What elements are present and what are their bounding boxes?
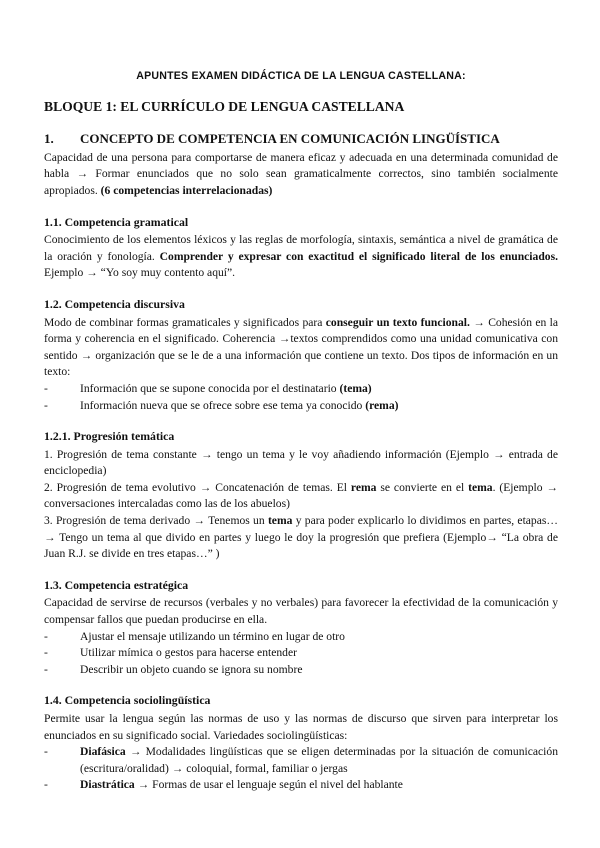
list-item-text: Diafásica → Modalidades lingüísticas que se eligen determinadas por la situación de comunicación (escritura/oralidad) → coloquial, formal, familiar o jergas xyxy=(80,745,558,775)
list-item-text: Ajustar el mensaje utilizando un término en lugar de otro xyxy=(80,629,345,643)
section-1-4-heading: 1.4. Competencia sociolingüística xyxy=(44,693,211,708)
bullet-dash: - xyxy=(44,398,48,412)
section-1-number: 1. xyxy=(44,131,54,147)
bullet-dash: - xyxy=(44,629,48,643)
document-page xyxy=(44,68,558,794)
section-1-1-heading: 1.1. Competencia gramatical xyxy=(44,214,189,229)
list-item xyxy=(44,398,558,415)
s11-bold: Comprender y expresar con exactitud el significado literal de los enunciados. xyxy=(159,249,558,263)
section-1-1-paragraph xyxy=(44,232,558,282)
progression-3: 3. Progresión de tema derivado → Tenemos un tema y para poder explicarlo lo dividimos en partes, etapas… → Tengo un tema al que divido en partes y luego le doy la progresión que prefiera (Ejemplo→ “La obra de Juan R.J. se divide en tres etapas…” ) xyxy=(44,514,558,561)
s12-bold: conseguir un texto funcional. xyxy=(325,315,470,329)
list-item xyxy=(44,645,558,662)
section-1-2-heading: 1.2. Competencia discursiva xyxy=(44,296,185,311)
section-1-4-paragraph: Permite usar la lengua según las normas de uso y las normas de discurso que sirven para interpretar los enunciados en su significado social. Variedades sociolingüísticas: xyxy=(44,712,558,742)
section-1-title: CONCEPTO DE COMPETENCIA EN COMUNICACIÓN LINGÜÍSTICA xyxy=(80,131,500,147)
s12-text-b: → Cohesión en la forma y coherencia en el significado. Coherencia →textos comprendidos como una unidad comunicativa con sentido → organización que se le de a una información que contiene un texto. Dos tipos de información en un texto: xyxy=(44,315,558,379)
list-item xyxy=(44,662,558,679)
section-1-heading xyxy=(44,131,558,148)
list-item xyxy=(44,381,558,398)
progression-1: 1. Progresión de tema constante → tengo un tema y le voy añadiendo información (Ejemplo → entrada de enciclopedia) xyxy=(44,447,558,478)
list-item-text: Utilizar mímica o gestos para hacerse entender xyxy=(80,646,297,660)
s11-tail: Ejemplo → “Yo soy muy contento aquí”. xyxy=(44,266,236,280)
section-1-2-1-heading: 1.2.1. Progresión temática xyxy=(44,429,175,444)
document-title: APUNTES EXAMEN DIDÁCTICA DE LA LENGUA CASTELLANA: xyxy=(136,70,466,82)
bullet-dash: - xyxy=(44,662,48,676)
block-heading: BLOQUE 1: EL CURRÍCULO DE LENGUA CASTELLANA xyxy=(44,98,405,114)
s11-text: Conocimiento de los elementos léxicos y las reglas de morfología, sintaxis, semántica a nivel de gramática de la oración y fonología. xyxy=(44,233,558,263)
s12-text-a: Modo de combinar formas gramaticales y significados para xyxy=(44,315,326,329)
section-1-paragraph xyxy=(44,150,558,200)
section-1-2-paragraph xyxy=(44,315,558,381)
bullet-dash: - xyxy=(44,381,48,395)
list-item-text: Información nueva que se ofrece sobre ese tema ya conocido (rema) xyxy=(80,398,399,412)
progression-2: 2. Progresión de tema evolutivo → Concatenación de temas. El rema se convierte en el tema. (Ejemplo → conversaciones intercaladas como las de los abuelos) xyxy=(44,480,559,511)
list-item xyxy=(44,744,558,777)
section-1-3-heading: 1.3. Competencia estratégica xyxy=(44,577,189,592)
bullet-dash: - xyxy=(44,745,48,759)
bullet-dash: - xyxy=(44,778,48,792)
bullet-dash: - xyxy=(44,646,48,660)
section-1-bold: (6 competencias interrelacionadas) xyxy=(100,183,273,197)
section-1-3-paragraph: Capacidad de servirse de recursos (verbales y no verbales) para favorecer la efectividad de la comunicación y compensar fallos que puedan producirse en ella. xyxy=(44,596,558,627)
section-1-text: Capacidad de una persona para comportarse de manera eficaz y adecuada en una determinada comunidad de habla → Formar enunciados que no solo sean gramaticalmente correctos, sino también socialmente apropiados. xyxy=(44,150,558,197)
list-item xyxy=(44,629,558,646)
list-item xyxy=(44,777,558,794)
list-item-text: Describir un objeto cuando se ignora su nombre xyxy=(80,662,303,676)
list-item-text: Información que se supone conocida por el destinatario (tema) xyxy=(80,381,372,395)
list-item-text: Diastrática → Formas de usar el lenguaje según el nivel del hablante xyxy=(80,778,403,792)
